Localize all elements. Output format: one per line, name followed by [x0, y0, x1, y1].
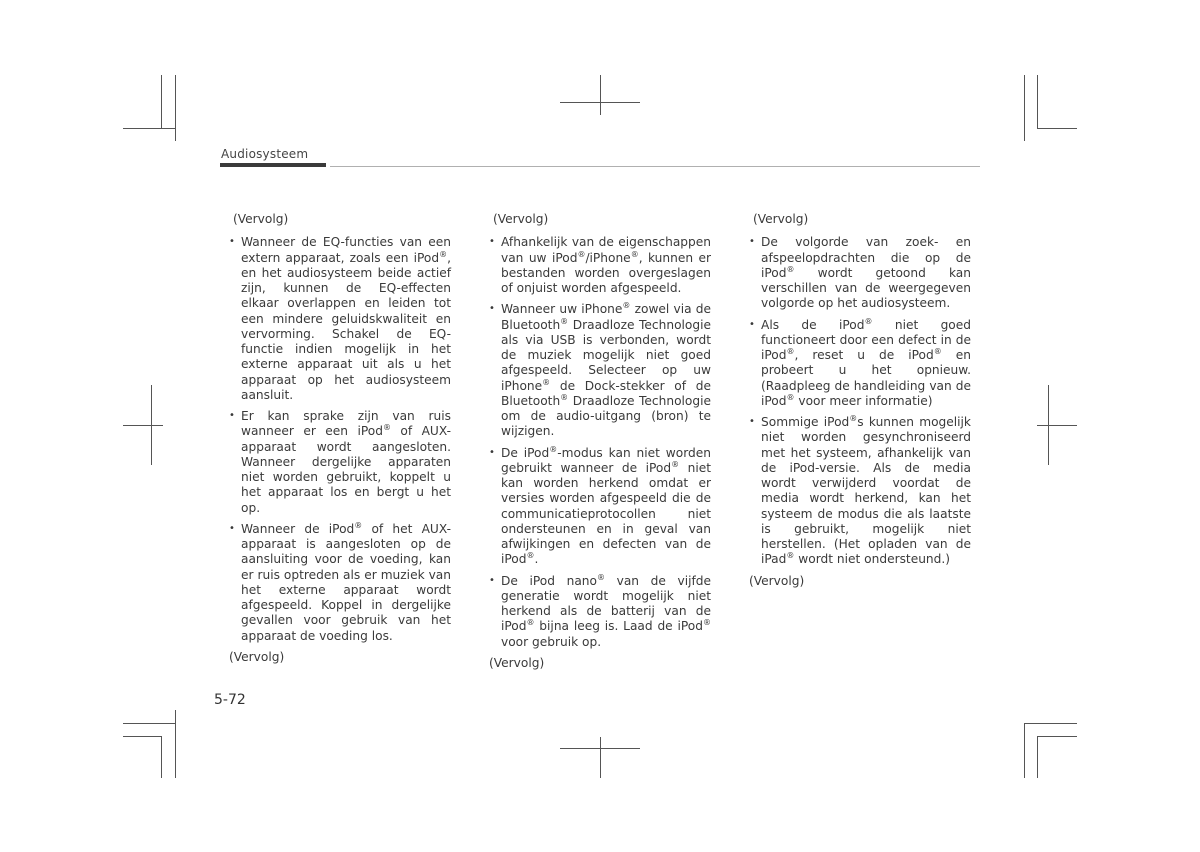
section-title: Audiosysteem — [221, 147, 309, 161]
list-item: • Wanneer de iPod® of het AUX-apparaat is aangesloten op de aansluiting voor de voeding, kan er ruis optreden als er muziek van het externe apparaat wordt afgespeeld. Koppel in dergelijke gevallen voor gebruik van het apparaat de voeding los. — [229, 520, 451, 643]
continued-label-top: (Vervolg) — [753, 212, 809, 226]
header-rule — [330, 166, 980, 167]
bullet-icon: • — [489, 446, 495, 458]
bullet-list — [749, 235, 971, 567]
list-item: • Afhankelijk van de eigenschappen van uw iPod®/iPhone®, kunnen er bestanden worden overgeslagen of onjuist worden afgespeeld. — [489, 235, 711, 295]
bullet-icon: • — [229, 236, 235, 248]
bullet-icon: • — [749, 236, 755, 248]
column-2 — [489, 212, 711, 679]
list-item: • Sommige iPod®s kunnen mogelijk niet worden gesynchroniseerd met het systeem, afhankelijk van de iPod-versie. Als de media wordt verwijderd voordat de media wordt herkend, kan het systeem de modus die als laatste is gebruikt, mogelijk niet herstellen. (Het opladen van de iPad® wordt niet ondersteund.) — [749, 413, 971, 567]
continued-label-top: (Vervolg) — [493, 212, 549, 226]
list-item: • Er kan sprake zijn van ruis wanneer er een iPod® of AUX-apparaat wordt aangesloten. Wanneer dergelijke apparaten niet worden gebruikt, koppelt u het apparaat los en bergt u het op. — [229, 409, 451, 515]
header-accent-bar — [220, 163, 326, 167]
bullet-icon: • — [489, 303, 495, 315]
list-item: • De iPod®-modus kan niet worden gebruikt wanneer de iPod® niet kan worden herkend omdat er versies worden afgespeeld die de communicatieprotocollen niet ondersteunen en in geval van afwijkingen en defecten van de iPod®. — [489, 444, 711, 567]
continued-label-top: (Vervolg) — [233, 212, 289, 226]
column-3 — [749, 212, 971, 597]
bullet-list — [489, 235, 711, 650]
list-item: • De volgorde van zoek- en afspeelopdrachten die op de iPod® wordt getoond kan verschillen van de weergegeven volgorde op het audiosysteem. — [749, 235, 971, 311]
bullet-icon: • — [229, 522, 235, 534]
list-item: • Wanneer uw iPhone® zowel via de Bluetooth® Draadloze Technologie als via USB is verbonden, wordt de muziek mogelijk niet goed afgespeeld. Selecteer op uw iPhone® de Dock-stekker of de Bluetooth® Draadloze Technologie om de audio-uitgang (bron) te wijzigen. — [489, 301, 711, 439]
continued-label-bottom: (Vervolg) — [489, 655, 545, 670]
bullet-list — [229, 235, 451, 644]
bullet-icon: • — [749, 318, 755, 330]
list-item: • Wanneer de EQ-functies van een extern apparaat, zoals een iPod®, en het audiosysteem beide actief zijn, kunnen de EQ-effecten elkaar overlappen en leiden tot een mindere geluidskwaliteit en vervorming. Schakel de EQ-functie indien mogelijk in het externe apparaat uit als u het apparaat op het audiosysteem aansluit. — [229, 235, 451, 402]
bullet-icon: • — [229, 410, 235, 421]
list-item: • Als de iPod® niet goed functioneert door een defect in de iPod®, reset u de iPod® en probeert u het opnieuw. (Raadpleeg de handleiding van de iPod® voor meer informatie) — [749, 316, 971, 408]
bullet-icon: • — [489, 574, 495, 586]
bullet-icon: • — [489, 236, 495, 248]
bullet-icon: • — [749, 416, 755, 427]
continued-label-bottom: (Vervolg) — [229, 649, 285, 664]
column-1 — [229, 212, 451, 673]
list-item: • De iPod nano® van de vijfde generatie wordt mogelijk niet herkend als de batterij van de iPod® bijna leeg is. Laad de iPod® voor gebruik op. — [489, 572, 712, 649]
page-number: 5-72 — [214, 692, 246, 708]
continued-label-bottom: (Vervolg) — [749, 573, 805, 588]
